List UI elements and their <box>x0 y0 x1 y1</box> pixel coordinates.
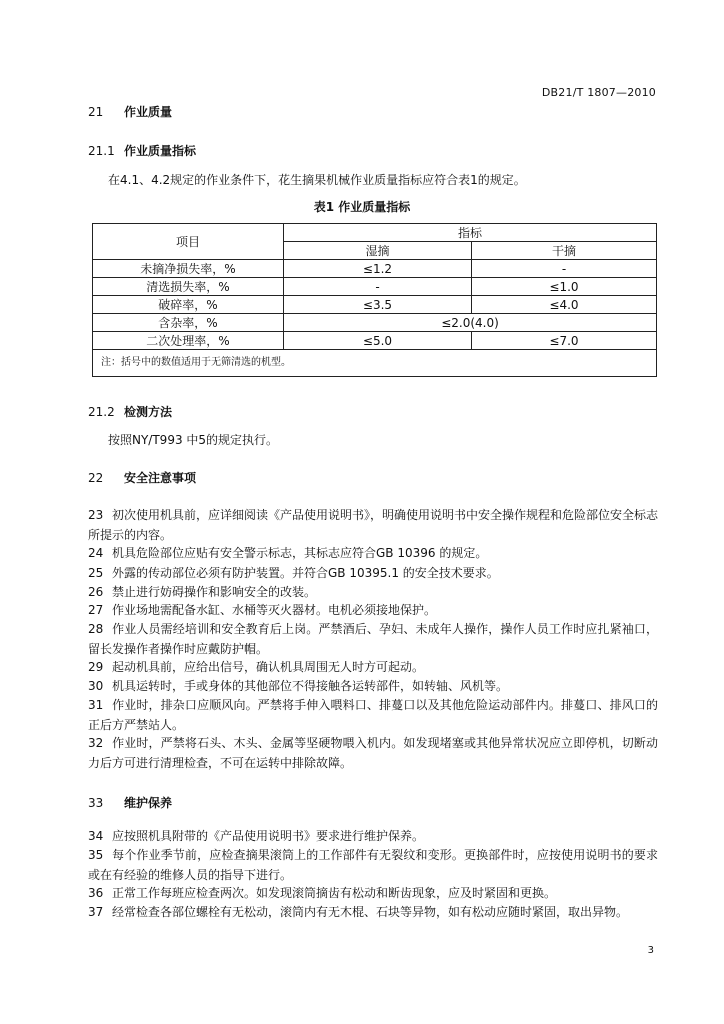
section-number: 22 <box>88 471 104 485</box>
row-wet-value: ≤3.5 <box>284 296 472 314</box>
section-title: 维护保养 <box>124 796 173 810</box>
table-row <box>93 314 657 332</box>
list-item <box>88 676 658 696</box>
item-number: 26 <box>88 585 104 599</box>
item-number: 34 <box>88 829 104 843</box>
item-number: 37 <box>88 905 104 919</box>
table-row <box>93 260 657 278</box>
item-text: 机具运转时，手或身体的其他部位不得接触各运转部件，如转轴、风机等。 <box>112 679 509 693</box>
section-number: 21.2 <box>88 405 115 419</box>
list-item <box>88 657 658 677</box>
list-item <box>88 582 658 602</box>
section-number: 21.1 <box>88 144 115 158</box>
table-row <box>93 332 657 350</box>
table-header-row <box>93 224 657 242</box>
section-22-heading <box>88 469 196 486</box>
item-number: 30 <box>88 679 104 693</box>
table-row <box>93 278 657 296</box>
list-item <box>88 826 658 846</box>
section-33-heading <box>88 794 172 811</box>
row-name: 含杂率，% <box>93 314 284 332</box>
col-index-header: 指标 <box>284 224 657 242</box>
col-item-header: 项目 <box>93 224 284 260</box>
item-number: 32 <box>88 736 104 750</box>
row-wet-value: ≤5.0 <box>284 332 472 350</box>
item-text: 禁止进行妨碍操作和影响安全的改装。 <box>112 585 317 599</box>
list-item <box>88 600 658 620</box>
item-text: 每个作业季节前，应检查摘果滚筒上的工作部件有无裂纹和变形。更换部件时，应按使用说明书的要求或在有经验的维修人员的指导下进行。 <box>88 848 658 882</box>
section-title: 作业质量指标 <box>124 144 197 158</box>
item-number: 29 <box>88 660 104 674</box>
page-number: 3 <box>647 945 654 956</box>
item-text: 应按照机具附带的《产品使用说明书》要求进行维护保养。 <box>112 829 425 843</box>
table-note-row <box>93 350 657 377</box>
item-text: 起动机具前，应给出信号，确认机具周围无人时方可起动。 <box>112 660 425 674</box>
section-title: 作业质量 <box>124 105 173 119</box>
section-21-1-heading <box>88 142 196 159</box>
item-text: 外露的传动部位必须有防护装置。并符合GB 10395.1 的安全技术要求。 <box>112 566 499 580</box>
quality-index-table <box>92 223 657 377</box>
item-number: 36 <box>88 886 104 900</box>
list-item <box>88 563 658 583</box>
item-text: 正常工作每班应检查两次。如发现滚筒摘齿有松动和断齿现象，应及时紧固和更换。 <box>112 886 557 900</box>
row-dry-value: ≤4.0 <box>472 296 657 314</box>
item-text: 作业时，排杂口应顺风向。严禁将手伸入喂料口、排蔓口以及其他危险运动部件内。排蔓口、排风口的正后方严禁站人。 <box>88 698 658 732</box>
col-dry-header: 干摘 <box>472 242 657 260</box>
section-title: 检测方法 <box>124 405 173 419</box>
item-number: 24 <box>88 546 104 560</box>
section-21-1-text: 在4.1、4.2规定的作业条件下，花生摘果机械作业质量指标应符合表1的规定。 <box>108 173 526 187</box>
item-number: 28 <box>88 622 104 636</box>
list-item <box>88 505 658 545</box>
row-dry-value: - <box>472 260 657 278</box>
col-wet-header: 湿摘 <box>284 242 472 260</box>
table-note: 注：括号中的数值适用于无筛清选的机型。 <box>93 350 657 377</box>
item-text: 经常检查各部位螺栓有无松动，滚筒内有无木棍、石块等异物，如有松动应随时紧固，取出异物。 <box>112 905 629 919</box>
list-item <box>88 883 658 903</box>
section-21-heading <box>88 103 172 120</box>
list-item <box>88 619 658 659</box>
list-item <box>88 695 658 735</box>
row-name: 未摘净损失率，% <box>93 260 284 278</box>
row-name: 清选损失率，% <box>93 278 284 296</box>
list-item <box>88 845 658 885</box>
section-number: 33 <box>88 796 104 810</box>
list-item <box>88 733 658 773</box>
item-number: 27 <box>88 603 104 617</box>
table-row <box>93 296 657 314</box>
section-21-2-heading <box>88 403 172 420</box>
item-text: 作业人员需经培训和安全教育后上岗。严禁酒后、孕妇、未成年人操作，操作人员工作时应扎紧袖口，留长发操作者操作时应戴防护帽。 <box>88 622 658 656</box>
row-wet-value: ≤1.2 <box>284 260 472 278</box>
row-wet-value: - <box>284 278 472 296</box>
item-text: 作业时，严禁将石头、木头、金属等坚硬物喂入机内。如发现堵塞或其他异常状况应立即停机，切断动力后方可进行清理检查，不可在运转中排除故障。 <box>88 736 658 770</box>
row-name: 二次处理率，% <box>93 332 284 350</box>
list-item <box>88 902 658 922</box>
table-caption: 表1 作业质量指标 <box>313 200 411 214</box>
section-title: 安全注意事项 <box>124 471 197 485</box>
item-number: 25 <box>88 566 104 580</box>
item-number: 31 <box>88 698 104 712</box>
section-21-2-text: 按照NY/T993 中5的规定执行。 <box>108 433 279 447</box>
row-dry-value: ≤1.0 <box>472 278 657 296</box>
document-code: DB21/T 1807—2010 <box>541 86 656 99</box>
section-number: 21 <box>88 105 104 119</box>
item-number: 35 <box>88 848 104 862</box>
row-merged-value: ≤2.0(4.0) <box>284 314 657 332</box>
row-dry-value: ≤7.0 <box>472 332 657 350</box>
item-text: 作业场地需配备水缸、水桶等灭火器材。电机必须接地保护。 <box>112 603 437 617</box>
item-number: 23 <box>88 508 104 522</box>
list-item <box>88 543 658 563</box>
item-text: 机具危险部位应贴有安全警示标志，其标志应符合GB 10396 的规定。 <box>112 546 488 560</box>
row-name: 破碎率，% <box>93 296 284 314</box>
item-text: 初次使用机具前，应详细阅读《产品使用说明书》，明确使用说明书中安全操作规程和危险部位安全标志所提示的内容。 <box>88 508 659 542</box>
